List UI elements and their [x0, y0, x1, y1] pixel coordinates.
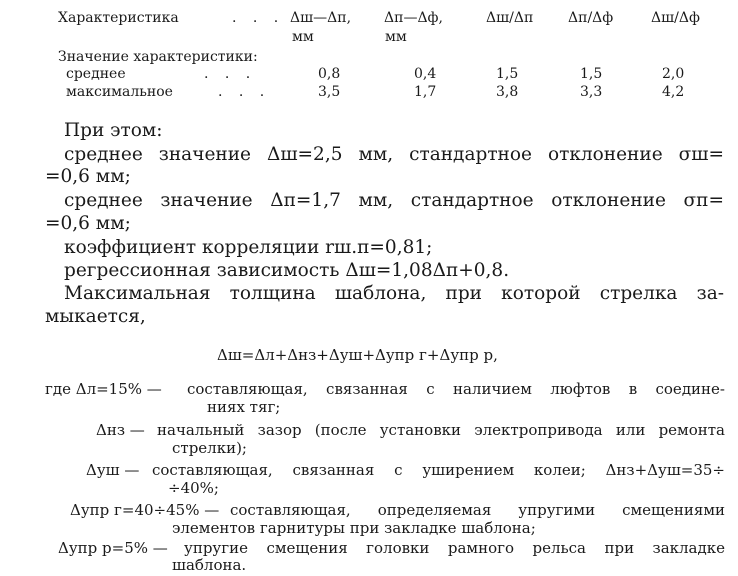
column-header-3: Δш/Δп	[486, 10, 534, 26]
definition-text: ниях тяг;	[207, 398, 281, 416]
column-unit-1: мм	[292, 29, 314, 45]
row-label-maximum: максимальное	[66, 84, 173, 100]
paragraph-line: среднее значение Δш=2,5 мм, стандартное отклонение σш=	[64, 144, 724, 165]
row-dots: . . .	[218, 84, 271, 100]
equation: Δш=Δл+Δнз+Δуш+Δупр г+Δупр р,	[217, 346, 498, 364]
paragraph-line: мыкается,	[45, 306, 146, 327]
row-label-average: среднее	[66, 66, 126, 82]
definition-text: ÷40%;	[168, 479, 219, 497]
definition-text: составляющая, связанная с наличием люфтов в соедине-	[187, 380, 725, 398]
definition-term: Δупр г=40÷45% —	[70, 501, 220, 519]
definition-text: упругие смещения головки рамного рельса при закладке	[184, 539, 725, 557]
table-cell: 0,4	[414, 66, 437, 82]
table-cell: 3,5	[318, 84, 341, 100]
table-cell: 0,8	[318, 66, 341, 82]
definition-term: Δупр р=5% —	[58, 539, 168, 557]
table-cell: 3,8	[496, 84, 519, 100]
table-cell: 3,3	[580, 84, 603, 100]
paragraph-line: Максимальная толщина шаблона, при которой стрелка за-	[64, 283, 724, 304]
table-cell: 1,5	[580, 66, 603, 82]
paragraph-line: регрессионная зависимость Δш=1,08Δп+0,8.	[64, 260, 510, 281]
definition-term: Δнз —	[96, 421, 145, 439]
column-unit-2: мм	[385, 29, 407, 45]
paragraph-line: среднее значение Δп=1,7 мм, стандартное отклонение σп=	[64, 190, 724, 211]
definition-text: элементов гарнитуры при закладке шаблона;	[172, 519, 536, 537]
paragraph-line: =0,6 мм;	[45, 166, 131, 187]
table-cell: 4,2	[662, 84, 685, 100]
definition-term: где Δл=15% —	[45, 380, 162, 398]
definition-text: шаблона.	[172, 556, 247, 574]
paragraph-line: коэффициент корреляции rш.п=0,81;	[64, 237, 433, 258]
table-cell: 1,5	[496, 66, 519, 82]
paragraph-line: =0,6 мм;	[45, 213, 131, 234]
column-header-2: Δп—Δф,	[384, 10, 443, 26]
definition-text: составляющая, связанная с уширением колеи; Δнз+Δуш=35÷	[152, 461, 725, 479]
header-dots: . . .	[232, 10, 285, 26]
definition-text: стрелки);	[172, 439, 247, 457]
column-header-5: Δш/Δф	[651, 10, 700, 26]
intro-line: При этом:	[64, 120, 163, 141]
table-cell: 2,0	[662, 66, 685, 82]
column-header-1: Δш—Δп,	[290, 10, 352, 26]
definition-text: начальный зазор (после установки электропривода или ремонта	[157, 421, 725, 439]
definition-term: Δуш —	[86, 461, 140, 479]
row-dots: . . .	[204, 66, 257, 82]
section-label: Значение характеристики:	[58, 49, 258, 65]
definition-text: составляющая, определяемая упругими смещениями	[230, 501, 725, 519]
column-header-4: Δп/Δф	[568, 10, 614, 26]
table-cell: 1,7	[414, 84, 437, 100]
header-label: Характеристика	[58, 10, 179, 26]
